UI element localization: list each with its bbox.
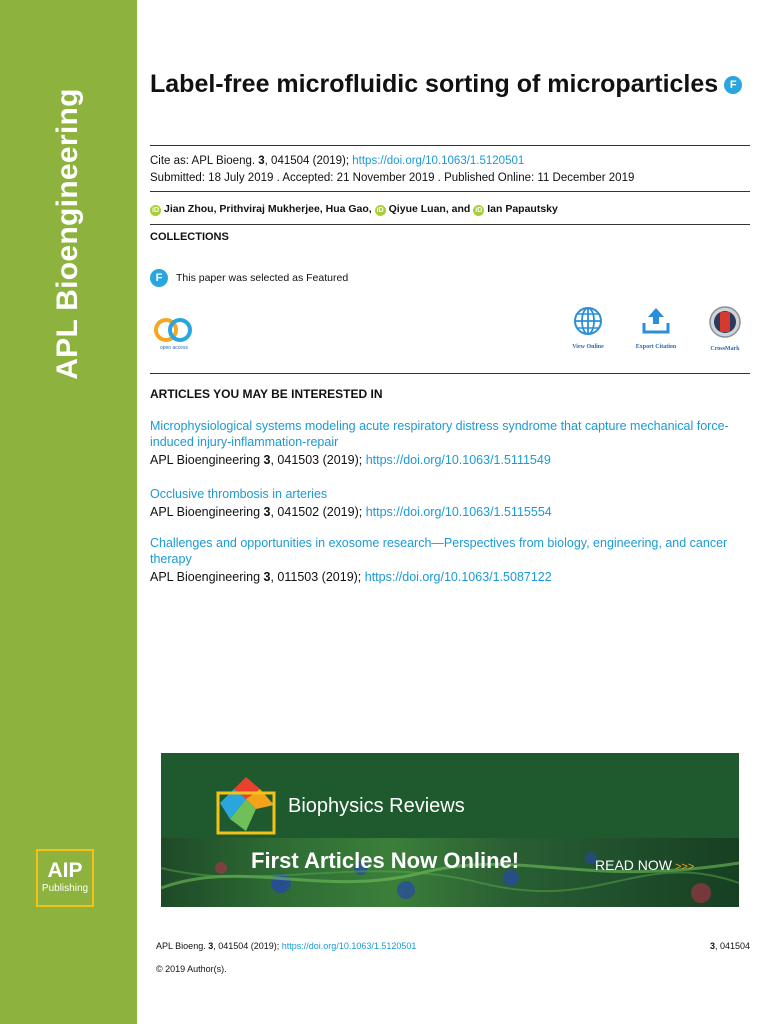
journal-name: APL Bioengineering	[150, 570, 264, 584]
divider	[150, 191, 750, 192]
author-group[interactable]: Jian Zhou, Prithviraj Mukherjee, Hua Gao,	[164, 203, 375, 215]
globe-icon	[572, 305, 604, 337]
banner-tagline: First Articles Now Online!	[251, 848, 520, 873]
related-article	[150, 535, 750, 585]
related-article-title[interactable]: Challenges and opportunities in exosome research—Perspectives from biology, engineering, and cancer therapy	[150, 536, 728, 566]
collections-heading: COLLECTIONS	[150, 231, 229, 243]
footer-cite-volume: 3	[208, 941, 214, 951]
export-icon	[640, 305, 672, 337]
cite-volume: 3	[258, 155, 265, 167]
volume: 3	[263, 453, 271, 467]
article-title-text: Label-free microfluidic sorting of microparticles	[150, 70, 719, 98]
volume: 3	[263, 505, 271, 519]
orcid-icon[interactable]: iD	[152, 207, 159, 214]
cite-rest: , 041502 (2019);	[270, 505, 366, 519]
export-citation-button[interactable]	[620, 305, 692, 350]
cite-rest: , 011503 (2019);	[270, 570, 365, 584]
footer-page-rest: , 041504	[714, 941, 750, 951]
chevron-right-icon: >>>	[675, 861, 695, 873]
journal-name: APL Bioengineering	[150, 453, 264, 467]
journal-name: APL Bioengineering	[150, 505, 264, 519]
featured-note	[150, 269, 348, 287]
author-list	[150, 202, 558, 216]
footer-cite-rest: , 041504 (2019);	[213, 941, 282, 951]
divider	[150, 373, 750, 374]
related-article-cite	[150, 569, 750, 585]
doi-link[interactable]: https://doi.org/10.1063/1.5111549	[365, 453, 551, 467]
journal-name: APL Bioengineering	[51, 88, 84, 380]
related-article-title[interactable]: Microphysiological systems modeling acute respiratory distress syndrome that capture mechanical force-induced injury-inflammation-repair	[150, 419, 729, 449]
doi-link[interactable]: https://doi.org/10.1063/1.5115554	[365, 505, 552, 519]
read-now-button[interactable]	[595, 857, 694, 873]
orcid-icon[interactable]: iD	[376, 207, 384, 214]
cite-rest: , 041504 (2019);	[264, 155, 353, 167]
featured-icon[interactable]: F	[150, 269, 168, 287]
copyright: © 2019 Author(s).	[156, 964, 227, 974]
biophysics-reviews-banner[interactable]	[161, 753, 739, 907]
related-article	[150, 486, 750, 520]
author-group[interactable]: Ian Papautsky	[487, 203, 558, 215]
footer-doi-link[interactable]: https://doi.org/10.1063/1.5120501	[281, 941, 417, 951]
divider	[150, 224, 750, 225]
footer-citation	[156, 941, 416, 951]
divider	[150, 145, 750, 146]
volume: 3	[263, 570, 271, 584]
related-article-cite	[150, 452, 750, 468]
doi-link[interactable]: https://doi.org/10.1063/1.5120501	[352, 155, 525, 167]
aip-logo-main: AIP	[47, 859, 83, 882]
banner-brand: Biophysics Reviews	[288, 795, 465, 817]
featured-icon[interactable]: F	[724, 76, 742, 94]
doi-link[interactable]: https://doi.org/10.1063/1.5087122	[364, 570, 552, 584]
cite-rest: , 041503 (2019);	[270, 453, 366, 467]
related-article-title[interactable]: Occlusive thrombosis in arteries	[150, 487, 328, 501]
orcid-icon[interactable]: iD	[475, 207, 483, 214]
footer-cite-prefix: APL Bioeng.	[156, 941, 209, 951]
open-access-logo[interactable]	[152, 316, 196, 352]
biophysics-reviews-logo-icon	[216, 775, 276, 835]
crossmark-button[interactable]	[689, 305, 761, 352]
featured-text: This paper was selected as Featured	[176, 272, 349, 284]
view-online-label: View Online	[572, 344, 604, 350]
aip-publishing-logo[interactable]	[36, 849, 94, 907]
open-access-label: open access	[159, 345, 189, 351]
journal-sidebar	[0, 0, 137, 1024]
footer-page-volume: 3	[709, 941, 715, 951]
view-online-button[interactable]	[552, 305, 624, 350]
crossmark-label: CrossMark	[710, 346, 740, 352]
author-group[interactable]: Qiyue Luan, and	[388, 203, 474, 215]
related-articles-heading: ARTICLES YOU MAY BE INTERESTED IN	[150, 387, 383, 401]
cite-prefix: Cite as: APL Bioeng.	[150, 155, 259, 167]
crossmark-icon	[708, 305, 742, 339]
related-article	[150, 418, 750, 468]
related-article-cite	[150, 504, 750, 520]
aip-logo-sub: Publishing	[41, 883, 89, 894]
dates-line: Submitted: 18 July 2019 . Accepted: 21 November 2019 . Published Online: 11 December 2019	[150, 172, 635, 184]
export-citation-label: Export Citation	[635, 344, 677, 350]
citation-block	[150, 153, 634, 187]
footer-page-number	[692, 941, 750, 951]
cite-line	[150, 153, 634, 170]
article-title	[150, 70, 750, 99]
read-now-label: READ NOW	[595, 857, 672, 873]
